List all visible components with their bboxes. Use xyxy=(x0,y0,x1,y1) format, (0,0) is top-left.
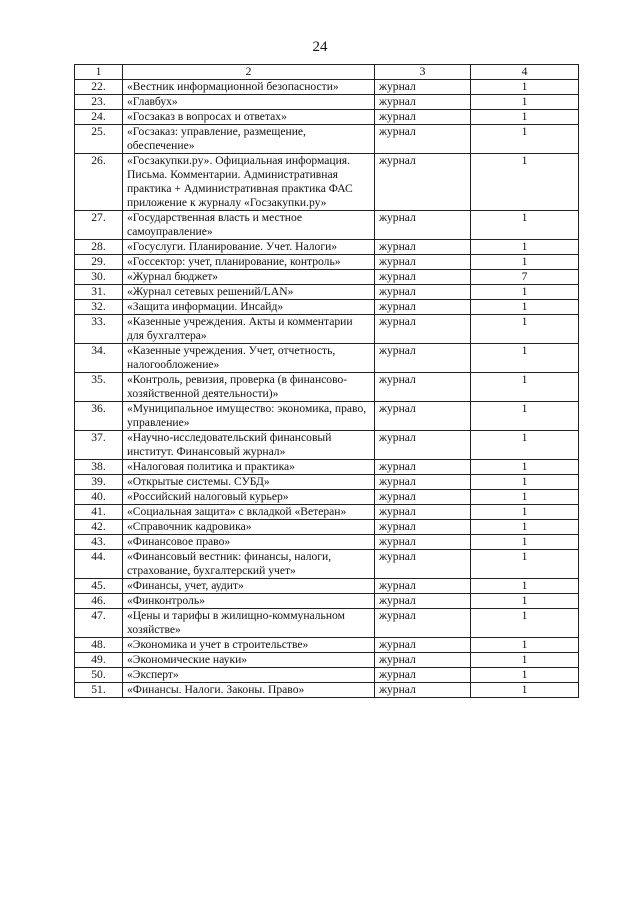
table-row xyxy=(75,95,579,110)
row-title: «Казенные учреждения. Акты и комментарии для бухгалтера» xyxy=(123,315,375,344)
table-row xyxy=(75,683,579,698)
row-quantity: 1 xyxy=(471,653,579,668)
row-quantity: 1 xyxy=(471,505,579,520)
row-type: журнал xyxy=(375,125,471,154)
row-quantity: 1 xyxy=(471,255,579,270)
row-quantity: 1 xyxy=(471,300,579,315)
row-title: «Госсектор: учет, планирование, контроль» xyxy=(123,255,375,270)
row-number: 22. xyxy=(75,80,123,95)
row-type: журнал xyxy=(375,683,471,698)
row-type: журнал xyxy=(375,653,471,668)
row-title: «Госуслуги. Планирование. Учет. Налоги» xyxy=(123,240,375,255)
table-row xyxy=(75,125,579,154)
row-number: 31. xyxy=(75,285,123,300)
row-number: 27. xyxy=(75,211,123,240)
table-row xyxy=(75,609,579,638)
row-type: журнал xyxy=(375,154,471,211)
row-number: 36. xyxy=(75,402,123,431)
row-title: «Экономика и учет в строительстве» xyxy=(123,638,375,653)
table-row xyxy=(75,579,579,594)
row-quantity: 1 xyxy=(471,535,579,550)
row-title: «Финконтроль» xyxy=(123,594,375,609)
row-type: журнал xyxy=(375,211,471,240)
row-type: журнал xyxy=(375,550,471,579)
table-row xyxy=(75,594,579,609)
row-number: 34. xyxy=(75,344,123,373)
row-type: журнал xyxy=(375,475,471,490)
row-number: 45. xyxy=(75,579,123,594)
row-number: 44. xyxy=(75,550,123,579)
row-number: 28. xyxy=(75,240,123,255)
row-title: «Контроль, ревизия, проверка (в финансово-хозяйственной деятельности)» xyxy=(123,373,375,402)
row-title: «Налоговая политика и практика» xyxy=(123,460,375,475)
row-title: «Российский налоговый курьер» xyxy=(123,490,375,505)
table-row xyxy=(75,490,579,505)
row-number: 47. xyxy=(75,609,123,638)
table-row xyxy=(75,154,579,211)
page-number: 24 xyxy=(312,39,328,55)
row-title: «Защита информации. Инсайд» xyxy=(123,300,375,315)
table-row xyxy=(75,373,579,402)
table-row xyxy=(75,285,579,300)
row-type: журнал xyxy=(375,535,471,550)
row-quantity: 1 xyxy=(471,594,579,609)
row-number: 51. xyxy=(75,683,123,698)
row-number: 48. xyxy=(75,638,123,653)
row-quantity: 1 xyxy=(471,475,579,490)
row-title: «Финансы. Налоги. Законы. Право» xyxy=(123,683,375,698)
row-quantity: 1 xyxy=(471,125,579,154)
row-quantity: 7 xyxy=(471,270,579,285)
table-row xyxy=(75,300,579,315)
row-number: 41. xyxy=(75,505,123,520)
row-title: «Казенные учреждения. Учет, отчетность, налогообложение» xyxy=(123,344,375,373)
row-quantity: 1 xyxy=(471,668,579,683)
row-title: «Главбух» xyxy=(123,95,375,110)
row-number: 39. xyxy=(75,475,123,490)
row-quantity: 1 xyxy=(471,490,579,505)
row-number: 30. xyxy=(75,270,123,285)
row-type: журнал xyxy=(375,344,471,373)
row-number: 37. xyxy=(75,431,123,460)
row-type: журнал xyxy=(375,315,471,344)
row-type: журнал xyxy=(375,300,471,315)
table-row xyxy=(75,80,579,95)
row-quantity: 1 xyxy=(471,285,579,300)
row-number: 49. xyxy=(75,653,123,668)
row-type: журнал xyxy=(375,520,471,535)
table-row xyxy=(75,344,579,373)
row-type: журнал xyxy=(375,638,471,653)
row-type: журнал xyxy=(375,95,471,110)
row-title: «Государственная власть и местное самоуправление» xyxy=(123,211,375,240)
row-title: «Цены и тарифы в жилищно-коммунальном хозяйстве» xyxy=(123,609,375,638)
row-quantity: 1 xyxy=(471,520,579,535)
row-quantity: 1 xyxy=(471,344,579,373)
row-title: «Научно-исследовательский финансовый институт. Финансовый журнал» xyxy=(123,431,375,460)
row-quantity: 1 xyxy=(471,550,579,579)
row-title: «Финансы, учет, аудит» xyxy=(123,579,375,594)
row-number: 40. xyxy=(75,490,123,505)
row-title: «Финансовое право» xyxy=(123,535,375,550)
table-row xyxy=(75,255,579,270)
row-title: «Эксперт» xyxy=(123,668,375,683)
row-quantity: 1 xyxy=(471,95,579,110)
table-row xyxy=(75,431,579,460)
table-row xyxy=(75,505,579,520)
row-type: журнал xyxy=(375,80,471,95)
row-title: «Журнал бюджет» xyxy=(123,270,375,285)
row-type: журнал xyxy=(375,431,471,460)
row-type: журнал xyxy=(375,460,471,475)
row-number: 24. xyxy=(75,110,123,125)
row-title: «Финансовый вестник: финансы, налоги, страхование, бухгалтерский учет» xyxy=(123,550,375,579)
row-number: 46. xyxy=(75,594,123,609)
row-type: журнал xyxy=(375,579,471,594)
table-row xyxy=(75,460,579,475)
row-type: журнал xyxy=(375,490,471,505)
row-number: 32. xyxy=(75,300,123,315)
table-row xyxy=(75,535,579,550)
row-quantity: 1 xyxy=(471,240,579,255)
row-number: 43. xyxy=(75,535,123,550)
table-row xyxy=(75,110,579,125)
row-title: «Журнал сетевых решений/LAN» xyxy=(123,285,375,300)
table-row xyxy=(75,653,579,668)
row-quantity: 1 xyxy=(471,373,579,402)
row-quantity: 1 xyxy=(471,110,579,125)
table-header-row xyxy=(75,65,579,80)
header-col-4: 4 xyxy=(471,65,579,80)
table-row xyxy=(75,638,579,653)
row-type: журнал xyxy=(375,255,471,270)
row-number: 26. xyxy=(75,154,123,211)
row-title: «Вестник информационной безопасности» xyxy=(123,80,375,95)
row-title: «Открытые системы. СУБД» xyxy=(123,475,375,490)
row-number: 38. xyxy=(75,460,123,475)
row-type: журнал xyxy=(375,285,471,300)
row-type: журнал xyxy=(375,240,471,255)
header-col-1: 1 xyxy=(75,65,123,80)
header-col-3: 3 xyxy=(375,65,471,80)
row-title: «Муниципальное имущество: экономика, право, управление» xyxy=(123,402,375,431)
row-title: «Справочник кадровика» xyxy=(123,520,375,535)
row-type: журнал xyxy=(375,110,471,125)
table-row xyxy=(75,315,579,344)
row-quantity: 1 xyxy=(471,211,579,240)
header-col-2: 2 xyxy=(123,65,375,80)
row-number: 33. xyxy=(75,315,123,344)
row-type: журнал xyxy=(375,594,471,609)
row-quantity: 1 xyxy=(471,431,579,460)
row-quantity: 1 xyxy=(471,80,579,95)
row-number: 50. xyxy=(75,668,123,683)
periodicals-table xyxy=(74,64,579,698)
row-type: журнал xyxy=(375,505,471,520)
row-number: 35. xyxy=(75,373,123,402)
row-title: «Экономические науки» xyxy=(123,653,375,668)
table-row xyxy=(75,550,579,579)
row-quantity: 1 xyxy=(471,154,579,211)
row-quantity: 1 xyxy=(471,460,579,475)
row-title: «Госзакупки.ру». Официальная информация. Письма. Комментарии. Административная практика + Административная практика ФАС приложение к журналу «Госзакупки.ру» xyxy=(123,154,375,211)
row-quantity: 1 xyxy=(471,609,579,638)
table-row xyxy=(75,211,579,240)
row-quantity: 1 xyxy=(471,315,579,344)
table-row xyxy=(75,270,579,285)
row-type: журнал xyxy=(375,668,471,683)
row-title: «Госзаказ: управление, размещение, обеспечение» xyxy=(123,125,375,154)
row-number: 25. xyxy=(75,125,123,154)
row-title: «Госзаказ в вопросах и ответах» xyxy=(123,110,375,125)
table-row xyxy=(75,520,579,535)
table-row xyxy=(75,240,579,255)
row-number: 42. xyxy=(75,520,123,535)
row-number: 29. xyxy=(75,255,123,270)
row-quantity: 1 xyxy=(471,638,579,653)
table-row xyxy=(75,668,579,683)
row-number: 23. xyxy=(75,95,123,110)
row-type: журнал xyxy=(375,609,471,638)
row-type: журнал xyxy=(375,373,471,402)
row-quantity: 1 xyxy=(471,683,579,698)
row-title: «Социальная защита» с вкладкой «Ветеран» xyxy=(123,505,375,520)
row-type: журнал xyxy=(375,402,471,431)
table-row xyxy=(75,475,579,490)
row-quantity: 1 xyxy=(471,402,579,431)
row-quantity: 1 xyxy=(471,579,579,594)
table-row xyxy=(75,402,579,431)
row-type: журнал xyxy=(375,270,471,285)
